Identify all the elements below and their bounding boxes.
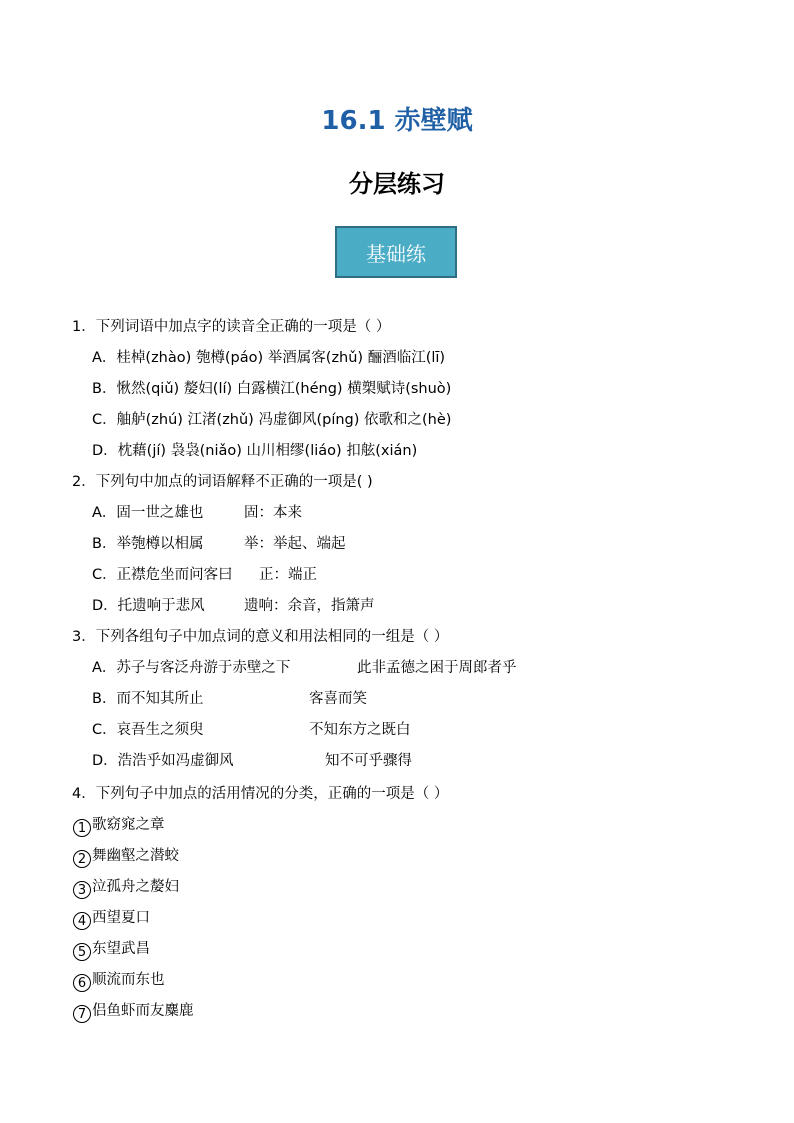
question-3-option-c [92, 720, 411, 740]
option-sentence: D．托遗响于悲风 [92, 598, 205, 614]
option-sentence-2: 不知东方之既白 [309, 722, 411, 738]
option-sentence: A．固一世之雄也 [92, 505, 204, 521]
question-3-option-d [92, 751, 412, 771]
question-4-item [73, 939, 150, 961]
option-sentence-1: A．苏子与客泛舟游于赤壁之下 [92, 660, 291, 676]
item-text: 东望武昌 [92, 941, 150, 957]
item-text: 侣鱼虾而友麋鹿 [92, 1003, 194, 1019]
option-sentence-2: 客喜而笑 [309, 691, 367, 707]
option-sentence-1: B．而不知其所止 [92, 691, 204, 707]
item-text: 西望夏口 [92, 910, 150, 926]
circled-number: 6 [73, 974, 91, 992]
circled-number: 3 [73, 881, 91, 899]
question-4-stem: 4．下列句子中加点的活用情况的分类，正确的一项是（ ） [72, 786, 449, 802]
circled-number: 4 [73, 912, 91, 930]
section-badge [335, 226, 457, 278]
question-2-option-b [92, 534, 346, 554]
page-subtitle: 分层练习 [349, 169, 445, 198]
option-sentence-1: D．浩浩乎如冯虚御风 [92, 753, 234, 769]
question-1-option-b: B．愀然(qiǔ) 嫠妇(lí) 白露横江(héng) 横槊赋诗(shuò) [92, 381, 452, 397]
option-explanation: 举：举起、端起 [244, 536, 346, 552]
option-sentence-2: 此非孟德之困于周郎者乎 [357, 660, 517, 676]
question-4-item [73, 846, 179, 868]
question-4-item [73, 877, 179, 899]
item-text: 顺流而东也 [92, 972, 165, 988]
question-2-option-c [92, 565, 317, 585]
question-2-option-d [92, 596, 375, 616]
question-1-stem: 1．下列词语中加点字的读音全正确的一项是（ ） [72, 319, 391, 335]
question-3-stem: 3．下列各组句子中加点词的意义和用法相同的一组是（ ） [72, 629, 449, 645]
question-4-item [73, 970, 165, 992]
question-1-option-d: D．枕藉(jí) 袅袅(niǎo) 山川相缪(liáo) 扣舷(xián) [92, 443, 418, 459]
question-2-stem: 2．下列句中加点的词语解释不正确的一项是( ) [72, 474, 373, 490]
option-sentence: B．举匏樽以相属 [92, 536, 204, 552]
option-explanation: 正：端正 [259, 567, 317, 583]
item-text: 泣孤舟之嫠妇 [92, 879, 179, 895]
page-title: 16.1 赤壁赋 [321, 106, 473, 136]
item-text: 舞幽壑之潜蛟 [92, 848, 179, 864]
question-3-option-a [92, 658, 517, 678]
question-1-option-c: C．舳舻(zhú) 江渚(zhǔ) 冯虚御风(píng) 依歌和之(hè) [92, 412, 452, 428]
question-4-item [73, 815, 165, 837]
circled-number: 7 [73, 1005, 91, 1023]
circled-number: 5 [73, 943, 91, 961]
circled-number: 2 [73, 850, 91, 868]
option-sentence: C．正襟危坐而问客曰 [92, 567, 233, 583]
option-explanation: 遗响：余音，指箫声 [244, 598, 375, 614]
circled-number: 1 [73, 819, 91, 837]
question-1-option-a: A．桂棹(zhào) 匏樽(páo) 举酒属客(zhǔ) 酾酒临江(lī) [92, 350, 446, 366]
option-explanation: 固：本来 [244, 505, 302, 521]
option-sentence-1: C．哀吾生之须臾 [92, 722, 204, 738]
section-badge-label: 基础练 [366, 241, 426, 266]
question-2-option-a [92, 503, 302, 523]
option-sentence-2: 知不可乎骤得 [325, 753, 412, 769]
question-3-option-b [92, 689, 367, 709]
item-text: 歌窈窕之章 [92, 817, 165, 833]
question-4-item [73, 1001, 194, 1023]
question-4-item [73, 908, 150, 930]
